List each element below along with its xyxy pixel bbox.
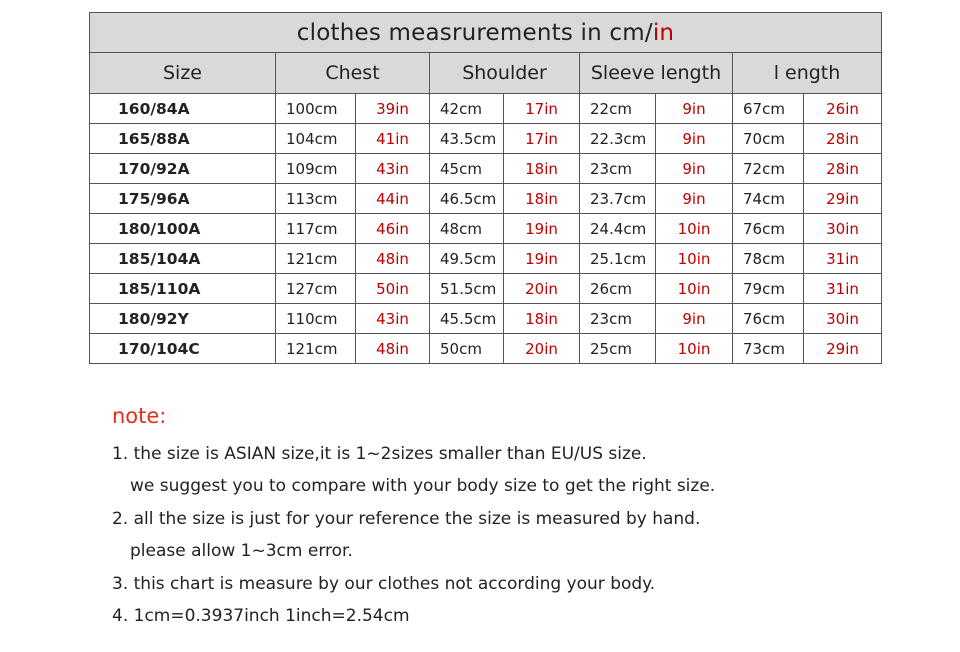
shoulder-cm-cell: 42cm: [430, 94, 504, 124]
chest-cm-cell: 100cm: [276, 94, 356, 124]
sleeve-in-cell: 9in: [656, 94, 733, 124]
length-cm-cell: 74cm: [733, 184, 804, 214]
size-cell: 165/88A: [90, 124, 276, 154]
size-cell: 170/104C: [90, 334, 276, 364]
shoulder-cm-cell: 45cm: [430, 154, 504, 184]
length-cm-cell: 76cm: [733, 304, 804, 334]
shoulder-in-cell: 20in: [504, 274, 580, 304]
chest-in-cell: 44in: [356, 184, 430, 214]
size-cell: 175/96A: [90, 184, 276, 214]
table-row: [90, 94, 882, 124]
note-title: note:: [112, 404, 167, 428]
chest-cm-cell: 121cm: [276, 244, 356, 274]
length-in-cell: 28in: [804, 124, 882, 154]
sleeve-cm-cell: 23.7cm: [580, 184, 656, 214]
chest-in-cell: 48in: [356, 244, 430, 274]
table-row: [90, 184, 882, 214]
header-shoulder: Shoulder: [430, 53, 580, 94]
length-in-cell: 28in: [804, 154, 882, 184]
shoulder-cm-cell: 46.5cm: [430, 184, 504, 214]
shoulder-in-cell: 19in: [504, 244, 580, 274]
length-in-cell: 30in: [804, 304, 882, 334]
note-line: please allow 1~3cm error.: [130, 541, 353, 562]
table-row: [90, 334, 882, 364]
length-cm-cell: 79cm: [733, 274, 804, 304]
shoulder-in-cell: 17in: [504, 124, 580, 154]
size-chart-table: [89, 12, 882, 364]
length-in-cell: 31in: [804, 244, 882, 274]
table-row: [90, 274, 882, 304]
length-in-cell: 26in: [804, 94, 882, 124]
chest-cm-cell: 117cm: [276, 214, 356, 244]
length-cm-cell: 70cm: [733, 124, 804, 154]
chest-cm-cell: 127cm: [276, 274, 356, 304]
shoulder-cm-cell: 43.5cm: [430, 124, 504, 154]
sleeve-in-cell: 10in: [656, 274, 733, 304]
note-line: 4. 1cm=0.3937inch 1inch=2.54cm: [112, 606, 410, 627]
table-title: clothes measrurements in cm/in: [90, 13, 882, 53]
sleeve-cm-cell: 22.3cm: [580, 124, 656, 154]
table-row: [90, 244, 882, 274]
length-cm-cell: 78cm: [733, 244, 804, 274]
chest-cm-cell: 109cm: [276, 154, 356, 184]
length-cm-cell: 73cm: [733, 334, 804, 364]
shoulder-cm-cell: 48cm: [430, 214, 504, 244]
shoulder-in-cell: 18in: [504, 184, 580, 214]
shoulder-in-cell: 18in: [504, 304, 580, 334]
note-line: 2. all the size is just for your reference the size is measured by hand.: [112, 508, 701, 529]
header-chest: Chest: [276, 53, 430, 94]
sleeve-cm-cell: 24.4cm: [580, 214, 656, 244]
sleeve-in-cell: 9in: [656, 154, 733, 184]
length-in-cell: 29in: [804, 184, 882, 214]
shoulder-cm-cell: 49.5cm: [430, 244, 504, 274]
sleeve-in-cell: 9in: [656, 184, 733, 214]
sleeve-in-cell: 10in: [656, 214, 733, 244]
size-cell: 160/84A: [90, 94, 276, 124]
sleeve-in-cell: 10in: [656, 334, 733, 364]
shoulder-in-cell: 19in: [504, 214, 580, 244]
chest-cm-cell: 113cm: [276, 184, 356, 214]
length-in-cell: 29in: [804, 334, 882, 364]
chest-in-cell: 43in: [356, 304, 430, 334]
table-row: [90, 304, 882, 334]
notes-section: [112, 404, 715, 632]
sleeve-in-cell: 10in: [656, 244, 733, 274]
size-cell: 185/110A: [90, 274, 276, 304]
length-cm-cell: 76cm: [733, 214, 804, 244]
sleeve-cm-cell: 23cm: [580, 154, 656, 184]
sleeve-in-cell: 9in: [656, 304, 733, 334]
table-row: [90, 154, 882, 184]
sleeve-cm-cell: 22cm: [580, 94, 656, 124]
shoulder-cm-cell: 45.5cm: [430, 304, 504, 334]
chest-in-cell: 46in: [356, 214, 430, 244]
size-cell: 185/104A: [90, 244, 276, 274]
length-in-cell: 30in: [804, 214, 882, 244]
sleeve-cm-cell: 26cm: [580, 274, 656, 304]
length-cm-cell: 67cm: [733, 94, 804, 124]
chest-in-cell: 43in: [356, 154, 430, 184]
size-cell: 180/100A: [90, 214, 276, 244]
chest-cm-cell: 121cm: [276, 334, 356, 364]
note-line: we suggest you to compare with your body size to get the right size.: [130, 476, 716, 497]
shoulder-in-cell: 20in: [504, 334, 580, 364]
table-row: [90, 214, 882, 244]
chest-in-cell: 48in: [356, 334, 430, 364]
table-row: [90, 124, 882, 154]
shoulder-in-cell: 18in: [504, 154, 580, 184]
sleeve-cm-cell: 25cm: [580, 334, 656, 364]
note-line: 3. this chart is measure by our clothes not according your body.: [112, 573, 656, 594]
shoulder-cm-cell: 50cm: [430, 334, 504, 364]
sleeve-in-cell: 9in: [656, 124, 733, 154]
chest-cm-cell: 110cm: [276, 304, 356, 334]
header-length: l ength: [733, 53, 882, 94]
chest-in-cell: 50in: [356, 274, 430, 304]
length-in-cell: 31in: [804, 274, 882, 304]
size-cell: 180/92Y: [90, 304, 276, 334]
note-line: 1. the size is ASIAN size,it is 1~2sizes smaller than EU/US size.: [112, 444, 647, 464]
header-row: [90, 53, 882, 94]
length-cm-cell: 72cm: [733, 154, 804, 184]
size-cell: 170/92A: [90, 154, 276, 184]
shoulder-in-cell: 17in: [504, 94, 580, 124]
chest-cm-cell: 104cm: [276, 124, 356, 154]
chest-in-cell: 39in: [356, 94, 430, 124]
shoulder-cm-cell: 51.5cm: [430, 274, 504, 304]
sleeve-cm-cell: 23cm: [580, 304, 656, 334]
chest-in-cell: 41in: [356, 124, 430, 154]
header-sleeve-length: Sleeve length: [580, 53, 733, 94]
header-size: Size: [90, 53, 276, 94]
sleeve-cm-cell: 25.1cm: [580, 244, 656, 274]
